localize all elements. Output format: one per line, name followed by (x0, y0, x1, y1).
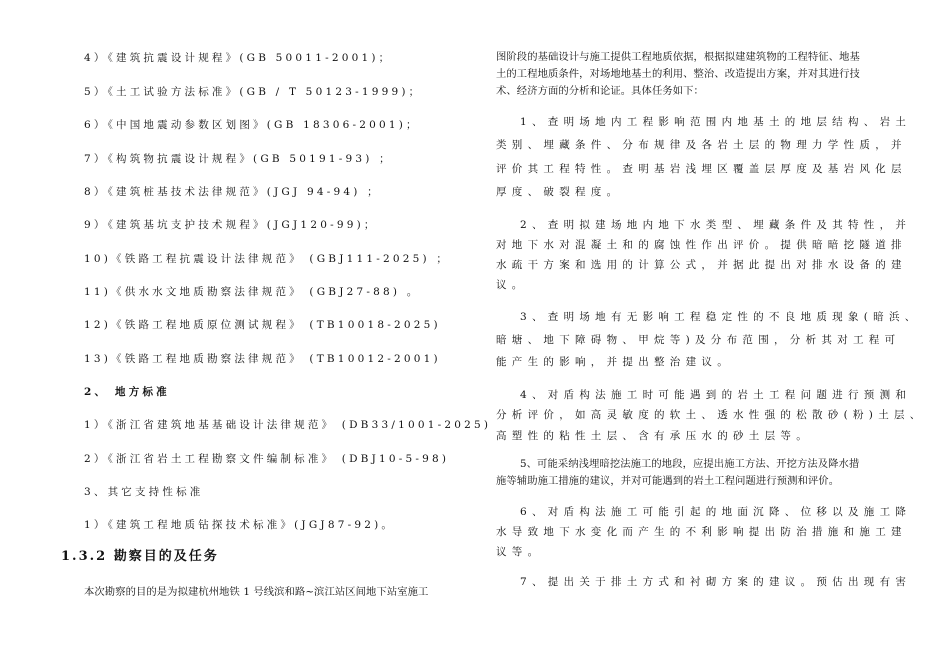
standard-item: 7）《构筑物抗震设计规程》(GB 50191-93) ； (84, 153, 393, 165)
standard-item: 1）《浙江省建筑地基基础设计法律规范》 (DB33/1001-2025) (84, 419, 492, 431)
standard-item: 1）《建筑工程地质钻探技术标准》(JGJ87-92)。 (84, 519, 396, 531)
standard-item: 5）《土工试验方法标准》(GB / T 50123-1999)； (84, 86, 423, 98)
standard-item: 4）《建筑抗震设计规程》(GB 50011-2001)； (84, 52, 393, 64)
task-line: 水疏干方案和选用的计算公式，并据此提出对排水设备的建 (496, 259, 907, 271)
standard-item: 6）《中国地震动参数区划图》(GB 18306-2001)； (84, 119, 420, 131)
section-title: 1.3.2 勘察目的及任务 (61, 549, 219, 564)
intro-line: 术、经济方面的分析和论证。具体任务如下： (496, 85, 704, 97)
task-line: 厚度、破裂程度。 (496, 186, 623, 198)
intro-line: 土的工程地质条件，对场地地基土的利用、整治、改造提出方案，并对其进行技 (496, 68, 860, 80)
standard-item: 2）《浙江省岩土工程勘察文件编制标准》 (DBJ10-5-98) (84, 453, 450, 465)
standard-item: 8）《建筑桩基技术法律规范》(JGJ 94-94) ； (84, 186, 381, 198)
task-line: 6、对盾构法施工可能引起的地面沉降、位移以及施工降 (520, 506, 912, 518)
standard-item: 13)《铁路工程地质勘察法律规范》 (TB10012-2001) (84, 353, 441, 365)
task-line: 评价其工程特性。查明基岩浅埋区覆盖层厚度及基岩风化层 (496, 163, 907, 175)
task-line: 对地下水对混凝土和的腐蚀性作出评价。提供暗暗挖隧道排 (496, 239, 907, 251)
task-line: 7、提出关于排土方式和衬砌方案的建议。预估出现有害 (520, 576, 912, 588)
standard-item: 10)《铁路工程抗震设计法律规范》 (GBJ111-2025) ； (84, 253, 451, 265)
task-line: 议。 (496, 279, 528, 291)
local-standards-heading: 2、 地方标准 (84, 386, 170, 398)
standard-item: 9）《建筑基坑支护技术规程》(JGJ120-99)； (84, 219, 378, 231)
task-line: 类别、埋藏条件、分布规律及各岩土层的物理力学性质，并 (496, 139, 907, 151)
task-line: 高塑性的粘性土层、含有承压水的砂土层等。 (496, 430, 812, 442)
task-line: 水导致地下水变化而产生的不利影响提出防治措施和施工建 (496, 526, 907, 538)
standard-item: 11)《供水水文地质勘察法律规范》 (GBJ27-88) 。 (84, 286, 421, 298)
intro-line: 图阶段的基础设计与施工提供工程地质依据，根据拟建建筑物的工程特征、地基 (496, 51, 860, 63)
task-line: 暗塘、地下障碍物、甲烷等)及分布范围，分析其对工程可 (496, 334, 901, 346)
section-intro: 本次勘察的目的是为拟建杭州地铁 1 号线滨和路~滨江站区间地下站室施工 (84, 586, 429, 598)
task-line: 2、查明拟建场地内地下水类型、埋藏条件及其特性，并 (520, 219, 912, 231)
task-line: 施等辅助施工措施的建议，并对可能遇到的岩土工程问题进行预测和评价。 (496, 475, 840, 487)
task-line: 4、对盾构法施工时可能遇到的岩土工程问题进行预测和 (520, 389, 912, 401)
task-line: 能产生的影响，并提出整治建议。 (496, 356, 733, 368)
task-line: 5、可能采纳浅埋暗挖法施工的地段，应提出施工方法、开挖方法及降水措 (520, 458, 860, 470)
task-line: 分析评价，如高灵敏度的软土、透水性强的松散砂(粉)土层、 (496, 409, 926, 421)
other-standards-heading: 3、其它支持性标准 (84, 486, 204, 498)
task-line: 1、查明场地内工程影响范围内地基土的地层结构、岩土 (520, 116, 912, 128)
task-line: 3、查明场地有无影响工程稳定性的不良地质现象(暗浜、 (520, 311, 921, 323)
task-line: 议等。 (496, 546, 544, 558)
standard-item: 12)《铁路工程地质原位测试规程》 (TB10018-2025) (84, 319, 441, 331)
